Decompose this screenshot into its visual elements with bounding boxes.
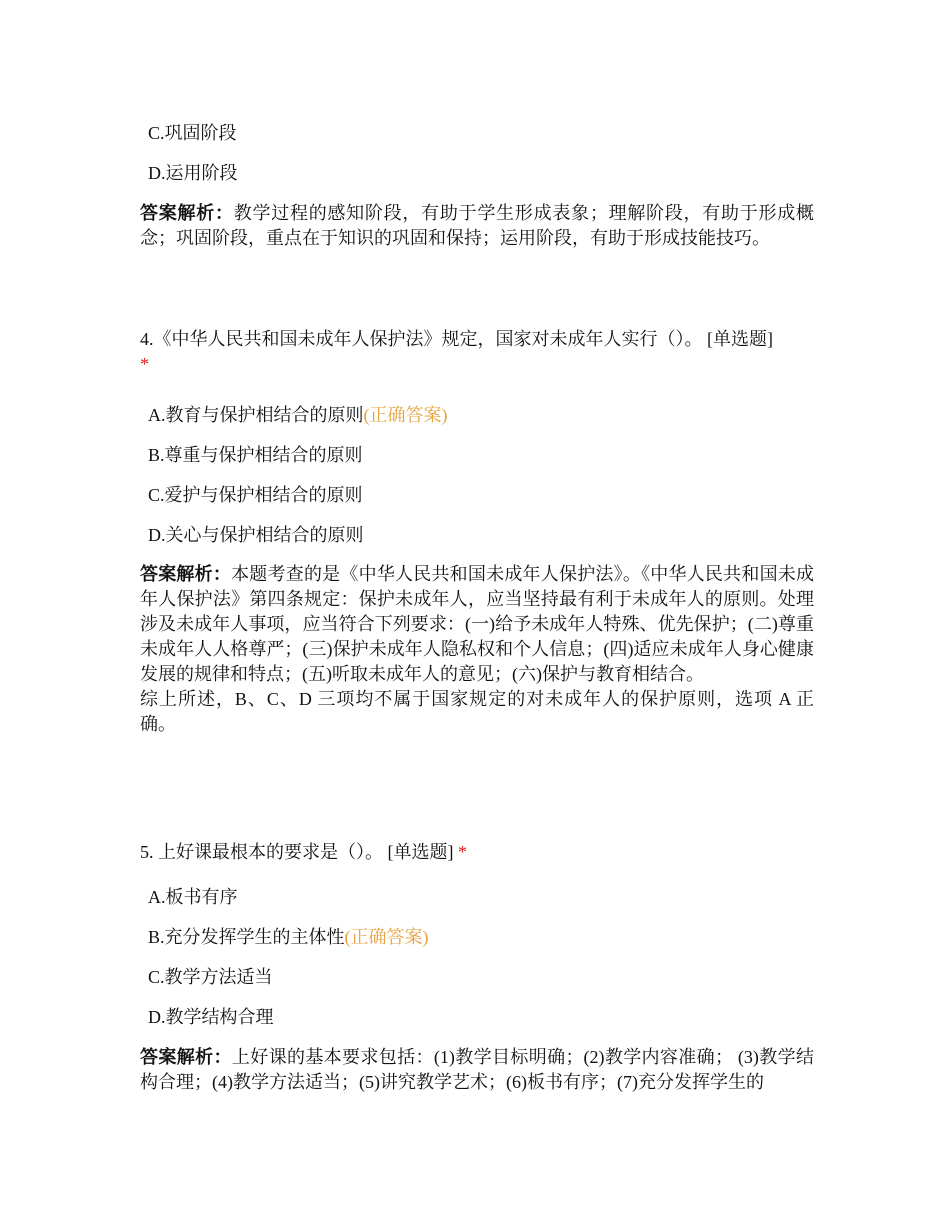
q5-analysis: [140, 1045, 814, 1095]
q5-option-b: [148, 925, 822, 950]
question-text: 4.《中华人民共和国未成年人保护法》规定，国家对未成年人实行（）。 [单选题]: [140, 329, 773, 349]
q4-analysis: [140, 562, 814, 737]
analysis-label: 答案解析：: [140, 564, 232, 584]
q5-option-a: A.板书有序: [148, 887, 238, 907]
question-text: 5. 上好课最根本的要求是（）。 [单选题]: [140, 842, 454, 862]
analysis-text: 教学过程的感知阶段，有助于学生形成表象；理解阶段，有助于形成概念；巩固阶段，重点在于知识的巩固和保持；运用阶段，有助于形成技能技巧。: [140, 203, 815, 248]
analysis-label: 答案解析：: [140, 1047, 232, 1067]
q5-title: [140, 840, 814, 865]
q5-option-c: C.教学方法适当: [148, 967, 273, 987]
q4-option-d: D.关心与保护相结合的原则: [148, 525, 364, 545]
required-mark: *: [140, 354, 149, 374]
analysis-text: 本题考查的是《中华人民共和国未成年人保护法》。《中华人民共和国未成年人保护法》第四条规定：保护未成年人，应当坚持最有利于未成年人的原则。处理涉及未成年人事项，应当符合下列要求：(一)给予未成年人特殊、优先保护；(二)尊重未成年人人格尊严；(三)保护未成年人隐私权和个人信息；(四)适应未成年人身心健康发展的规律和特点；(五)听取未成年人的意见；(六)保护与教育相结合。: [140, 564, 815, 684]
q3-analysis: [140, 201, 814, 251]
q4-title: [140, 327, 814, 377]
required-mark: *: [458, 842, 467, 862]
analysis-conclusion: 综上所述，B、C、D 三项均不属于国家规定的对未成年人的保护原则，选项 A 正确。: [140, 689, 814, 734]
correct-answer-tag: (正确答案): [363, 405, 448, 425]
q4-option-a: [148, 403, 822, 428]
correct-answer-tag: (正确答案): [344, 927, 429, 947]
analysis-label: 答案解析：: [140, 203, 234, 223]
option-text: B.充分发挥学生的主体性: [148, 927, 345, 947]
analysis-text: 上好课的基本要求包括：(1)教学目标明确；(2)教学内容准确； (3)教学结构合理；(4)教学方法适当；(5)讲究教学艺术；(6)板书有序；(7)充分发挥学生的: [140, 1047, 814, 1092]
q4-option-b: B.尊重与保护相结合的原则: [148, 445, 363, 465]
q3-option-c: C.巩固阶段: [148, 123, 237, 143]
option-text: A.教育与保护相结合的原则: [148, 405, 364, 425]
q3-option-d: D.运用阶段: [148, 163, 238, 183]
q5-option-d: D.教学结构合理: [148, 1007, 274, 1027]
q4-option-c: C.爱护与保护相结合的原则: [148, 485, 363, 505]
